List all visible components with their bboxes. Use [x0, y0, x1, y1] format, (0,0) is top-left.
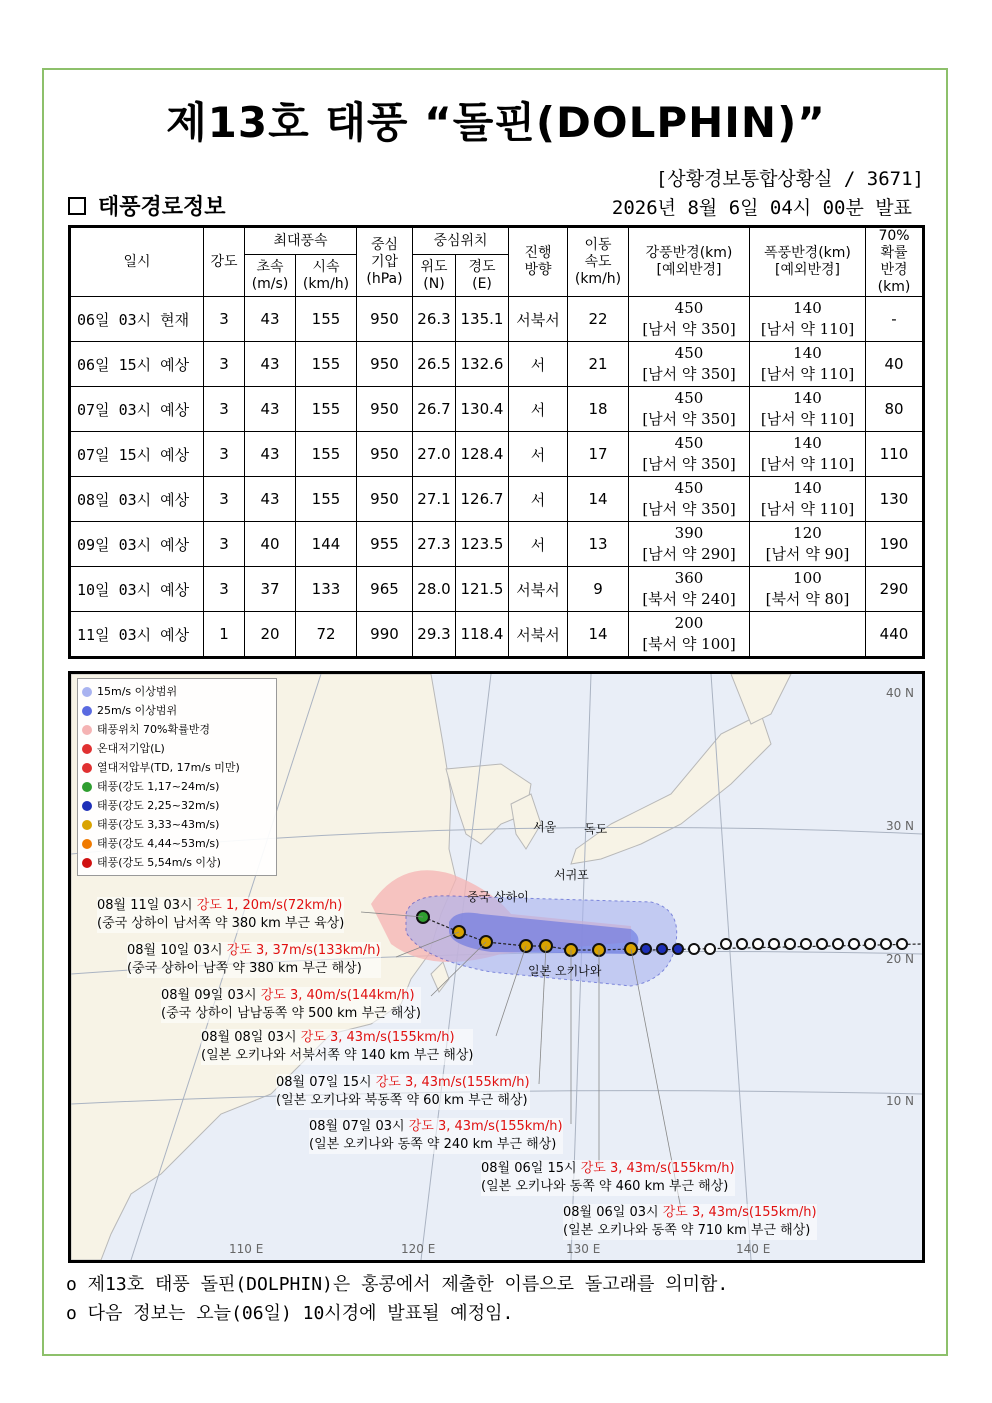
- cell-direction: 서북서: [509, 297, 568, 342]
- past-track-icon: [897, 939, 907, 949]
- cell-speed: 18: [568, 387, 629, 432]
- header-ms: 초속 (m/s): [245, 255, 296, 297]
- radius-value: 120: [793, 524, 822, 542]
- cell-intensity: 3: [204, 297, 245, 342]
- cell-lat: 27.3: [413, 522, 456, 567]
- cell-intensity: 3: [204, 522, 245, 567]
- label-intensity: 강도 3, 37m/s(133km/h): [226, 943, 381, 958]
- radius-exception: [북서 약 100]: [642, 635, 736, 653]
- cell-speed: 9: [568, 567, 629, 612]
- cell-pressure: 950: [357, 432, 413, 477]
- label-time: 08월 06일 03시: [563, 1205, 663, 1220]
- cell-datetime: 07일 15시 예상: [70, 432, 204, 477]
- track-point-label: [127, 942, 381, 978]
- cell-kmh: 144: [296, 522, 357, 567]
- grid-label-30n: 30 N: [885, 819, 914, 833]
- legend-item: [82, 739, 272, 758]
- cell-lat: 27.0: [413, 432, 456, 477]
- legend-swatch-icon: [82, 801, 92, 811]
- past-track-icon: [721, 939, 731, 949]
- cell-storm-radius: [750, 522, 866, 567]
- header-speed: 이동 속도 (km/h): [568, 227, 629, 297]
- cell-prob: 130: [866, 477, 924, 522]
- cell-pressure: 950: [357, 297, 413, 342]
- track-point-label: [161, 987, 421, 1023]
- cell-lon: 132.6: [456, 342, 509, 387]
- cell-speed: 21: [568, 342, 629, 387]
- legend-item: [82, 853, 272, 872]
- cell-storm-radius: [750, 387, 866, 432]
- cell-kmh: 155: [296, 297, 357, 342]
- past-track-icon: [849, 939, 859, 949]
- past-track-icon: [881, 939, 891, 949]
- cell-speed: 14: [568, 612, 629, 658]
- cell-ms: 43: [245, 432, 296, 477]
- cell-storm-radius: [750, 477, 866, 522]
- cell-speed: 17: [568, 432, 629, 477]
- label-location: (일본 오키나와 동쪽 약 710 km 부근 해상): [563, 1223, 811, 1238]
- cell-kmh: 133: [296, 567, 357, 612]
- cell-direction: 서: [509, 387, 568, 432]
- cell-intensity: 3: [204, 432, 245, 477]
- cell-prob: 290: [866, 567, 924, 612]
- city-dokdo: 독도: [584, 822, 608, 836]
- cell-ms: 43: [245, 297, 296, 342]
- radius-value: 360: [674, 569, 704, 587]
- legend-swatch-icon: [82, 744, 92, 754]
- label-location: (일본 오키나와 동쪽 약 460 km 부근 해상): [481, 1179, 729, 1194]
- cell-lat: 26.5: [413, 342, 456, 387]
- city-seogwipo: 서귀포: [554, 868, 589, 882]
- radius-exception: [남서 약 110]: [760, 410, 855, 428]
- cell-pressure: 950: [357, 342, 413, 387]
- legend-item: [82, 796, 272, 815]
- cell-kmh: 72: [296, 612, 357, 658]
- radius-value: 140: [793, 434, 822, 452]
- city-seoul: 서울: [533, 820, 557, 834]
- legend-swatch-icon: [82, 763, 92, 773]
- past-track-icon: [689, 944, 699, 954]
- header-lon: 경도 (E): [456, 255, 509, 297]
- header-lat: 위도 (N): [413, 255, 456, 297]
- cell-direction: 서북서: [509, 567, 568, 612]
- grid-label-140e: 140 E: [736, 1242, 771, 1256]
- radius-value: 450: [674, 299, 704, 317]
- label-time: 08월 11일 03시: [97, 898, 197, 913]
- radius-value: 140: [793, 389, 822, 407]
- table-row: [70, 612, 924, 658]
- radius-exception: [북서 약 80]: [765, 590, 850, 608]
- cell-lon: 135.1: [456, 297, 509, 342]
- cell-lon: 126.7: [456, 477, 509, 522]
- cell-direction: 서: [509, 342, 568, 387]
- cell-lat: 27.1: [413, 477, 456, 522]
- legend-swatch-icon: [82, 706, 92, 716]
- label-intensity: 강도 3, 40m/s(144km/h): [260, 988, 415, 1003]
- cell-kmh: 155: [296, 432, 357, 477]
- cell-direction: 서: [509, 432, 568, 477]
- cell-strong-radius: [629, 387, 750, 432]
- track-point-label: [276, 1074, 530, 1110]
- header-datetime: 일시: [70, 227, 204, 297]
- cell-pressure: 965: [357, 567, 413, 612]
- label-intensity: 강도 3, 43m/s(155km/h): [408, 1119, 563, 1134]
- legend-item: [82, 777, 272, 796]
- grid-label-10n: 10 N: [885, 1094, 914, 1108]
- legend-item: [82, 758, 272, 777]
- cell-kmh: 155: [296, 387, 357, 432]
- past-track-icon: [833, 939, 843, 949]
- cell-ms: 40: [245, 522, 296, 567]
- header-pressure: 중심 기압 (hPa): [357, 227, 413, 297]
- label-location: (중국 상하이 남쪽 약 380 km 부근 해상): [127, 961, 362, 976]
- label-intensity: 강도 3, 43m/s(155km/h): [300, 1030, 455, 1045]
- cell-kmh: 155: [296, 342, 357, 387]
- label-location: (중국 상하이 남서쪽 약 380 km 부근 육상): [97, 916, 345, 931]
- legend-label: 태풍(강도 3,33~43m/s): [97, 818, 220, 831]
- cell-datetime: 08일 03시 예상: [70, 477, 204, 522]
- legend-item: [82, 682, 272, 701]
- table-row: [70, 432, 924, 477]
- label-time: 08월 07일 15시: [276, 1075, 376, 1090]
- radius-value: 200: [674, 614, 704, 632]
- track-point-label: [309, 1118, 563, 1154]
- legend-label: 열대저압부(TD, 17m/s 미만): [97, 761, 240, 774]
- radius-exception: [남서 약 350]: [642, 455, 736, 473]
- cell-strong-radius: [629, 567, 750, 612]
- legend-item: [82, 701, 272, 720]
- radius-value: 450: [674, 434, 704, 452]
- cell-prob: 440: [866, 612, 924, 658]
- cell-storm-radius: [750, 342, 866, 387]
- past-track-icon: [641, 944, 651, 954]
- past-track-icon: [753, 939, 763, 949]
- radius-value: 140: [793, 344, 822, 362]
- table-row: [70, 522, 924, 567]
- past-track-icon: [769, 939, 779, 949]
- label-intensity: 강도 3, 43m/s(155km/h): [662, 1205, 817, 1220]
- radius-value: 140: [793, 299, 822, 317]
- cell-intensity: 3: [204, 477, 245, 522]
- cell-prob: 110: [866, 432, 924, 477]
- cell-speed: 14: [568, 477, 629, 522]
- section-title: 태풍경로정보: [98, 195, 226, 220]
- radius-value: 450: [674, 389, 704, 407]
- legend-swatch-icon: [82, 839, 92, 849]
- header-center: 중심위치: [413, 227, 509, 255]
- cell-datetime: 09일 03시 예상: [70, 522, 204, 567]
- past-track-icon: [657, 944, 667, 954]
- city-okinawa: 일본 오키나와: [528, 964, 602, 978]
- typhoon-track-map: [68, 671, 925, 1263]
- note-name-meaning: o 제13호 태풍 돌핀(DOLPHIN)은 홍콩에서 제출한 이름으로 돌고래를 의미함.: [66, 1274, 729, 1295]
- cell-datetime: 11일 03시 예상: [70, 612, 204, 658]
- cell-intensity: 3: [204, 387, 245, 432]
- radius-exception: [북서 약 240]: [642, 590, 736, 608]
- grid-label-130e: 130 E: [566, 1242, 601, 1256]
- radius-value: 450: [674, 479, 704, 497]
- grid-label-40n: 40 N: [885, 686, 914, 700]
- radius-exception: [남서 약 350]: [642, 500, 736, 518]
- table-row: [70, 477, 924, 522]
- legend-label: 태풍(강도 2,25~32m/s): [97, 799, 220, 812]
- radius-exception: [남서 약 90]: [765, 545, 850, 563]
- grid-label-20n: 20 N: [885, 952, 914, 966]
- office-contact: [상황경보통합상황실 / 3671]: [655, 168, 924, 190]
- note-next-bulletin: o 다음 정보는 오늘(06일) 10시경에 발표될 예정임.: [66, 1303, 514, 1324]
- track-point-label: [201, 1029, 473, 1065]
- cell-intensity: 3: [204, 342, 245, 387]
- cell-kmh: 155: [296, 477, 357, 522]
- label-time: 08월 10일 03시: [127, 943, 227, 958]
- radius-exception: [남서 약 110]: [760, 320, 855, 338]
- cell-ms: 43: [245, 342, 296, 387]
- city-shanghai: 중국 상하이: [467, 890, 529, 904]
- cell-intensity: 1: [204, 612, 245, 658]
- track-point-label: [481, 1160, 735, 1196]
- cell-intensity: 3: [204, 567, 245, 612]
- radius-value: 140: [793, 479, 822, 497]
- table-row: [70, 567, 924, 612]
- legend-swatch-icon: [82, 858, 92, 868]
- past-track-icon: [705, 944, 715, 954]
- cell-speed: 22: [568, 297, 629, 342]
- cell-lon: 123.5: [456, 522, 509, 567]
- radius-exception: [남서 약 110]: [760, 455, 855, 473]
- checkbox-icon: [68, 197, 86, 215]
- past-track-icon: [737, 939, 747, 949]
- legend-swatch-icon: [82, 820, 92, 830]
- label-location: (일본 오키나와 북동쪽 약 60 km 부근 해상): [276, 1093, 528, 1108]
- cell-pressure: 990: [357, 612, 413, 658]
- cell-prob: 80: [866, 387, 924, 432]
- legend-item: [82, 720, 272, 739]
- legend-item: [82, 815, 272, 834]
- label-location: (중국 상하이 남남동쪽 약 500 km 부근 해상): [161, 1006, 421, 1021]
- cell-storm-radius: [750, 567, 866, 612]
- past-track-icon: [865, 939, 875, 949]
- label-location: (일본 오키나와 서북서쪽 약 140 km 부근 해상): [201, 1048, 474, 1063]
- cell-datetime: 06일 03시 현재: [70, 297, 204, 342]
- radius-value: 100: [793, 569, 822, 587]
- cell-storm-radius: [750, 612, 866, 658]
- label-time: 08월 06일 15시: [481, 1161, 581, 1176]
- cell-ms: 43: [245, 387, 296, 432]
- cell-strong-radius: [629, 522, 750, 567]
- legend-label: 온대저기압(L): [97, 742, 165, 755]
- radius-exception: [남서 약 350]: [642, 410, 736, 428]
- cell-ms: 37: [245, 567, 296, 612]
- legend-label: 15m/s 이상범위: [97, 685, 178, 698]
- cell-direction: 서: [509, 522, 568, 567]
- legend-swatch-icon: [82, 687, 92, 697]
- grid-label-110e: 110 E: [229, 1242, 264, 1256]
- cell-lon: 121.5: [456, 567, 509, 612]
- cell-storm-radius: [750, 297, 866, 342]
- header-direction: 진행 방향: [509, 227, 568, 297]
- cell-strong-radius: [629, 432, 750, 477]
- issued-time: 2026년 8월 6일 04시 00분 발표: [611, 197, 912, 219]
- radius-exception: [남서 약 350]: [642, 365, 736, 383]
- legend-swatch-icon: [82, 782, 92, 792]
- header-max-wind: 최대풍속: [245, 227, 357, 255]
- cell-lon: 130.4: [456, 387, 509, 432]
- cell-ms: 20: [245, 612, 296, 658]
- cell-lon: 118.4: [456, 612, 509, 658]
- cell-ms: 43: [245, 477, 296, 522]
- table-row: [70, 297, 924, 342]
- header-storm-radius: 폭풍반경(km) [예외반경]: [750, 227, 866, 297]
- radius-exception: [남서 약 350]: [642, 320, 736, 338]
- radius-exception: [남서 약 110]: [760, 500, 855, 518]
- cell-speed: 13: [568, 522, 629, 567]
- cell-pressure: 950: [357, 477, 413, 522]
- cell-strong-radius: [629, 477, 750, 522]
- track-point-label: [97, 897, 344, 933]
- legend-label: 태풍(강도 5,54m/s 이상): [97, 856, 221, 869]
- legend-swatch-icon: [82, 725, 92, 735]
- past-track-icon: [673, 944, 683, 954]
- cell-strong-radius: [629, 612, 750, 658]
- label-location: (일본 오키나와 동쪽 약 240 km 부근 해상): [309, 1137, 557, 1152]
- radius-value: 390: [674, 524, 704, 542]
- legend-item: [82, 834, 272, 853]
- cell-datetime: 10일 03시 예상: [70, 567, 204, 612]
- cell-strong-radius: [629, 342, 750, 387]
- cell-direction: 서: [509, 477, 568, 522]
- past-track-icon: [801, 939, 811, 949]
- past-track-icon: [817, 939, 827, 949]
- map-legend: [77, 678, 277, 876]
- radius-exception: [남서 약 290]: [642, 545, 736, 563]
- cell-prob: -: [866, 297, 924, 342]
- table-row: [70, 387, 924, 432]
- cell-datetime: 06일 15시 예상: [70, 342, 204, 387]
- label-intensity: 강도 1, 20m/s(72km/h): [196, 898, 343, 913]
- header-kmh: 시속 (km/h): [296, 255, 357, 297]
- label-time: 08월 07일 03시: [309, 1119, 409, 1134]
- typhoon-track-table: [68, 225, 925, 659]
- page-title: 제13호 태풍 “돌핀(DOLPHIN)”: [166, 98, 826, 147]
- radius-exception: [남서 약 110]: [760, 365, 855, 383]
- legend-label: 태풍(강도 1,17~24m/s): [97, 780, 220, 793]
- label-intensity: 강도 3, 43m/s(155km/h): [375, 1075, 530, 1090]
- section-heading: [68, 190, 226, 221]
- header-strong-radius: 강풍반경(km) [예외반경]: [629, 227, 750, 297]
- grid-label-120e: 120 E: [401, 1242, 436, 1256]
- cell-datetime: 07일 03시 예상: [70, 387, 204, 432]
- legend-label: 태풍위치 70%확률반경: [97, 723, 210, 736]
- cell-storm-radius: [750, 432, 866, 477]
- cell-direction: 서북서: [509, 612, 568, 658]
- label-time: 08월 09일 03시: [161, 988, 261, 1003]
- cell-prob: 40: [866, 342, 924, 387]
- cell-lat: 26.3: [413, 297, 456, 342]
- cell-pressure: 955: [357, 522, 413, 567]
- legend-label: 태풍(강도 4,44~53m/s): [97, 837, 220, 850]
- cell-pressure: 950: [357, 387, 413, 432]
- label-time: 08월 08일 03시: [201, 1030, 301, 1045]
- cell-lat: 28.0: [413, 567, 456, 612]
- label-intensity: 강도 3, 43m/s(155km/h): [580, 1161, 735, 1176]
- past-track-icon: [785, 939, 795, 949]
- header-intensity: 강도: [204, 227, 245, 297]
- cell-lat: 26.7: [413, 387, 456, 432]
- table-row: [70, 342, 924, 387]
- cell-prob: 190: [866, 522, 924, 567]
- cell-lat: 29.3: [413, 612, 456, 658]
- cell-strong-radius: [629, 297, 750, 342]
- header-prob: 70% 확률 반경 (km): [866, 227, 924, 297]
- cell-lon: 128.4: [456, 432, 509, 477]
- legend-label: 25m/s 이상범위: [97, 704, 178, 717]
- radius-value: 450: [674, 344, 704, 362]
- track-point-label: [563, 1204, 817, 1240]
